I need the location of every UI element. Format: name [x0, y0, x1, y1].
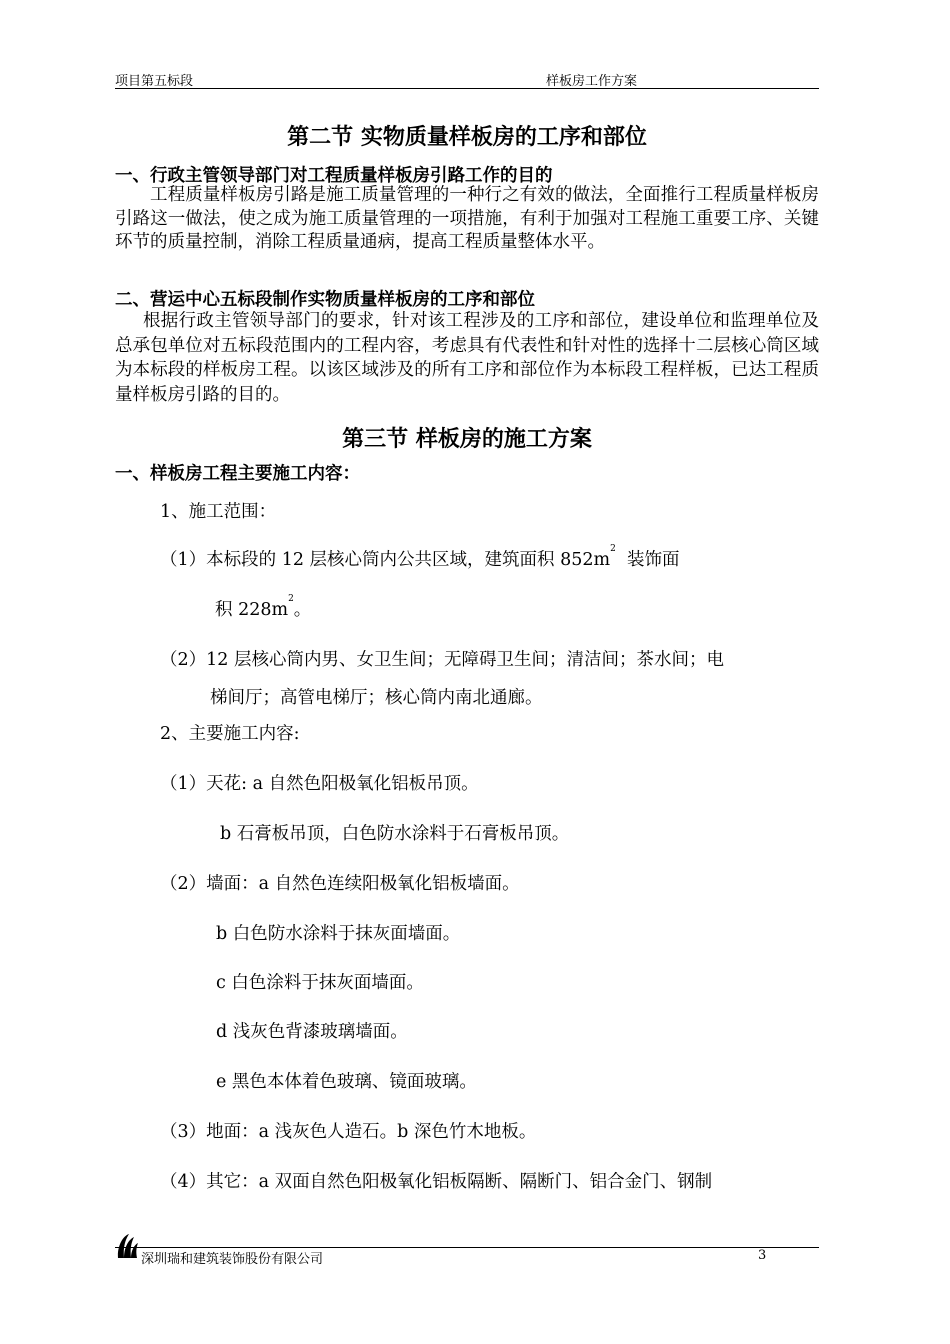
scope-item-1-line-2: 积 $228m^2$。	[215, 594, 312, 620]
header-center: 样板房工作方案	[546, 74, 638, 89]
page-number: 3	[758, 1248, 767, 1263]
content-title: 2、主要施工内容:	[160, 724, 300, 744]
content-other: （4）其它：a 双面自然色阳极氧化铝板隔断、隔断门、铝合金门、钢制	[160, 1172, 713, 1192]
scope-item-2-line-2: 梯间厅；高管电梯厅；核心筒内南北通廊。	[210, 688, 543, 708]
content-wall-d: d 浅灰色背漆玻璃墙面。	[216, 1022, 408, 1042]
header-rule	[115, 88, 819, 89]
company-logo-icon	[115, 1232, 139, 1260]
scope-item-1-line-1: （1）本标段的 12 层核心筒内公共区域，建筑面积 $852m^2$ 装饰面	[160, 544, 680, 570]
scope-title: 1、施工范围：	[160, 502, 277, 522]
content-floor: （3）地面：a 浅灰色人造石。b 深色竹木地板。	[160, 1122, 537, 1142]
content-ceiling-b: b 石膏板吊顶，白色防水涂料于石膏板吊顶。	[220, 824, 570, 844]
section2-paragraph-1: 工程质量样板房引路是施工质量管理的一种行之有效的做法，全面推行工程质量样板房引路这一做法，使之成为施工质量管理的一项措施，有利于加强对工程施工重要工序、关键环节的质量控制，消除工程质量通病，提高工程质量整体水平。	[115, 185, 819, 252]
superscript-2: 2	[610, 544, 616, 554]
section3-title: 第三节 样板房的施工方案	[342, 426, 592, 452]
scope-item-2-line-1: （2）12 层核心筒内男、女卫生间；无障碍卫生间；清洁间；茶水间；电	[160, 650, 724, 670]
content-wall-e: e 黑色本体着色玻璃、镜面玻璃。	[216, 1072, 477, 1092]
footer-company: 深圳瑞和建筑装饰股份有限公司	[141, 1252, 324, 1267]
superscript-2: 2	[288, 594, 294, 604]
content-wall-a: （2）墙面：a 自然色连续阳极氧化铝板墙面。	[160, 874, 520, 894]
section2-heading-2: 二、营运中心五标段制作实物质量样板房的工序和部位	[115, 290, 535, 310]
content-wall-b: b 白色防水涂料于抹灰面墙面。	[216, 924, 461, 944]
content-ceiling-a: （1）天花: a 自然色阳极氧化铝板吊顶。	[160, 774, 479, 794]
content-wall-c: c 白色涂料于抹灰面墙面。	[216, 973, 424, 993]
section3-heading-1: 一、样板房工程主要施工内容：	[115, 464, 360, 484]
section2-paragraph-2: 根据行政主管领导部门的要求，针对该工程涉及的工序和部位，建设单位和监理单位及总承包单位对五标段范围内的工程内容，考虑具有代表性和针对性的选择十二层核心筒区域为本标段的样板房工程。以该区域涉及的所有工序和部位作为本标段工程样板，已达工程质量样板房引路的目的。	[115, 311, 819, 405]
header-left: 项目第五标段	[115, 74, 194, 89]
section2-heading-1: 一、行政主管领导部门对工程质量样板房引路工作的目的	[115, 166, 553, 186]
section2-title: 第二节 实物质量样板房的工序和部位	[287, 124, 647, 150]
